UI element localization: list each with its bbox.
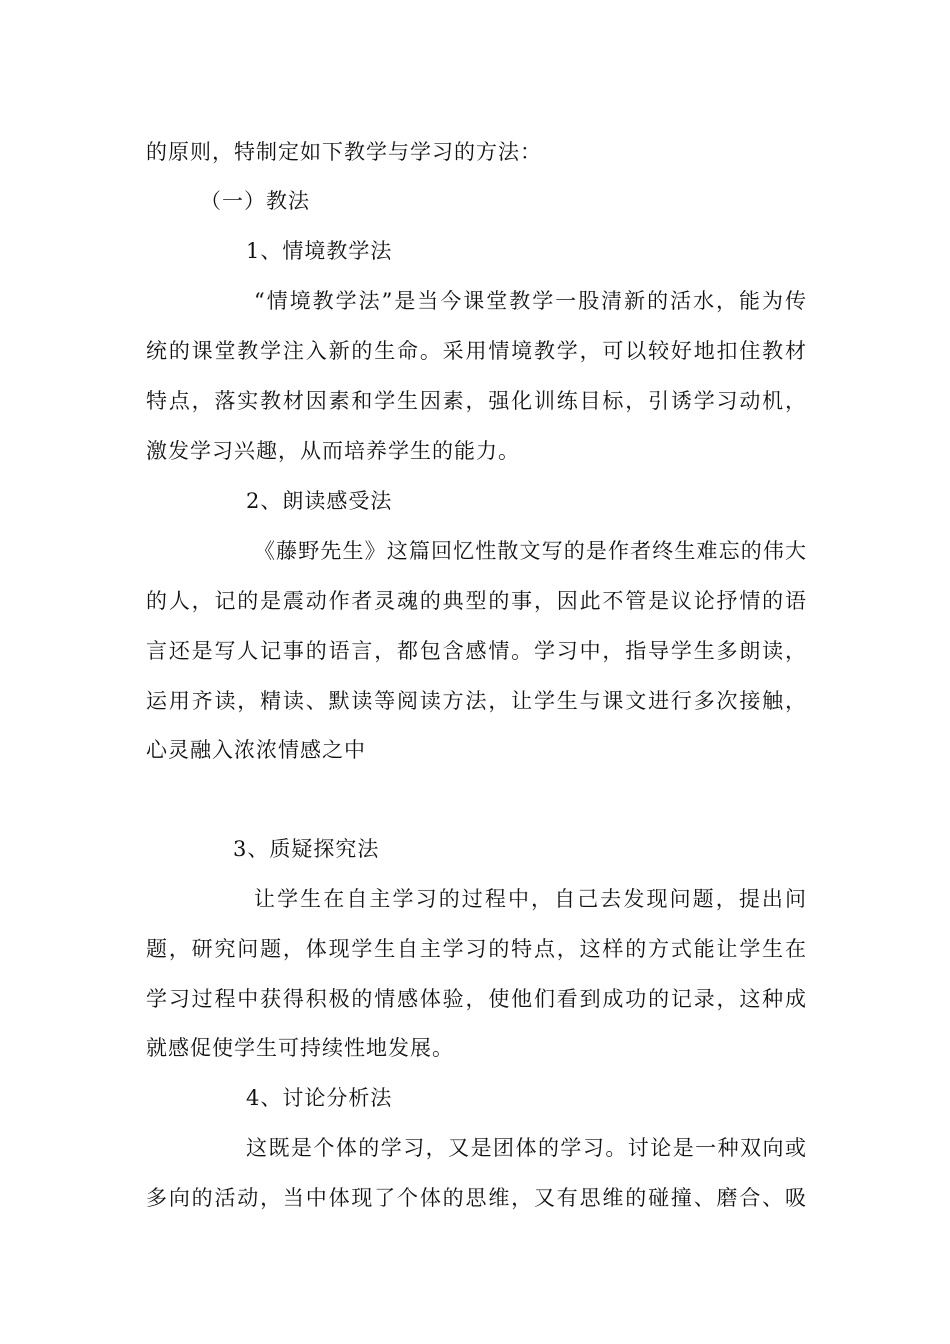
text-line: 的原则，特制定如下教学与学习的方法： [146, 140, 542, 164]
text-line: 激发学习兴趣，从而培养学生的能力。 [146, 439, 520, 463]
text-line: 就感促使学生可持续性地发展。 [146, 1036, 454, 1060]
text-line: 《藤野先生》这篇回忆性散文写的是作者终生难忘的伟大 [254, 539, 806, 563]
text-line: 特点，落实教材因素和学生因素，强化训练目标，引诱学习动机， [146, 389, 806, 413]
subsection-heading: 2、朗读感受法 [246, 489, 393, 513]
text-line: 统的课堂教学注入新的生命。采用情境教学，可以较好地扣住教材 [146, 339, 806, 363]
text-line: 多向的活动，当中体现了个体的思维，又有思维的碰撞、磨合、吸 [146, 1186, 806, 1210]
text-line: 让学生在自主学习的过程中，自己去发现问题，提出问 [254, 887, 806, 911]
section-heading: （一）教法 [200, 189, 310, 213]
text-line: 题，研究问题，体现学生自主学习的特点，这样的方式能让学生在 [146, 937, 806, 961]
text-line: 运用齐读，精读、默读等阅读方法，让学生与课文进行多次接触， [146, 689, 806, 713]
subsection-heading: 1、情境教学法 [246, 239, 393, 263]
text-line: 的人，记的是震动作者灵魂的典型的事，因此不管是议论抒情的语 [146, 589, 806, 613]
text-line: “情境教学法”是当今课堂教学一股清新的活水，能为传 [254, 289, 806, 313]
text-line: 言还是写人记事的语言，都包含感情。学习中，指导学生多朗读， [146, 639, 806, 663]
text-line: 学习过程中获得积极的情感体验，使他们看到成功的记录，这种成 [146, 987, 806, 1011]
subsection-heading: 3、质疑探究法 [233, 837, 380, 861]
text-line: 这既是个体的学习，又是团体的学习。讨论是一种双向或 [246, 1136, 806, 1160]
text-line: 心灵融入浓浓情感之中 [146, 738, 366, 762]
subsection-heading: 4、讨论分析法 [246, 1086, 393, 1110]
